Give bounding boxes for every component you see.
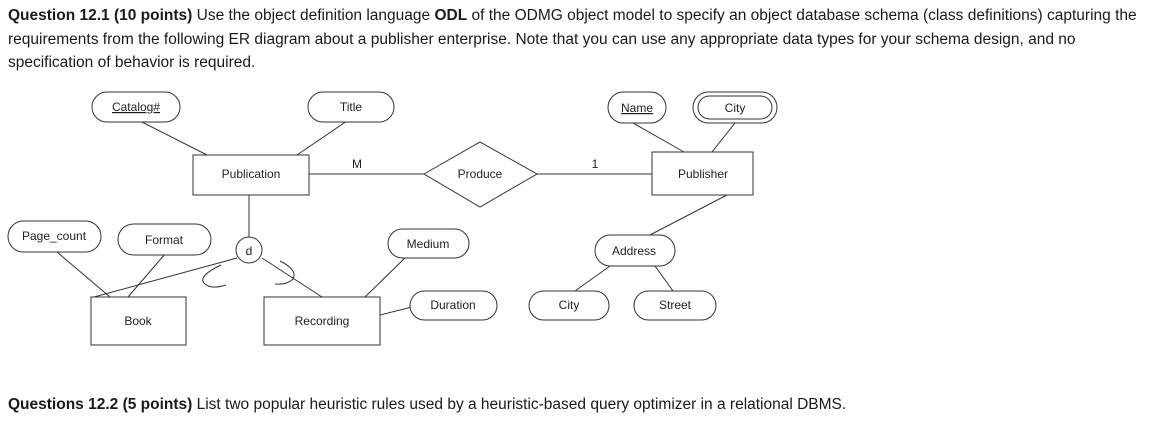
cardinality-m-label: M [352,157,362,171]
attr-name-label: Name [620,101,654,115]
entity-publisher-label: Publisher [677,167,729,181]
entity-recording-label: Recording [294,314,350,328]
attr-address-label: Address [611,244,657,258]
entity-publication-label: Publication [221,167,281,181]
attr-street-label: Street [658,298,692,312]
attr-publisher-city-label: City [724,101,746,115]
question-12-2-text: List two popular heuristic rules used by a heuristic-based query optimizer in a relational DBMS. [192,396,847,413]
question-12-1-text-after: of the ODMG object model to specify an object database schema (class definitions) capturing the requirements from the following ER diagram about a publisher enterprise. Note that you can use any appropriate data types for your schema design, and no specification of behavior is required. [8,7,1137,71]
question-12-2 [8,393,1163,417]
question-12-1-text-before: Use the object definition language [192,7,435,24]
attr-duration-label: Duration [430,298,476,312]
question-12-1-odl-emphasis: ODL [434,7,468,24]
question-12-2-heading: Questions 12.2 (5 points) [8,396,193,413]
attr-medium-label: Medium [406,237,450,251]
entity-book-label: Book [124,314,152,328]
attr-catalog-label: Catalog# [111,100,161,114]
attr-title-label: Title [339,100,363,114]
attr-page-count-label: Page_count [21,229,87,243]
question-12-1-heading: Question 12.1 (10 points) [8,7,193,24]
attr-address-city-label: City [558,298,580,312]
relationship-produce-label: Produce [457,167,503,181]
cardinality-1-label: 1 [591,157,599,171]
attr-format-label: Format [144,233,184,247]
specialization-d-label: d [245,244,253,258]
